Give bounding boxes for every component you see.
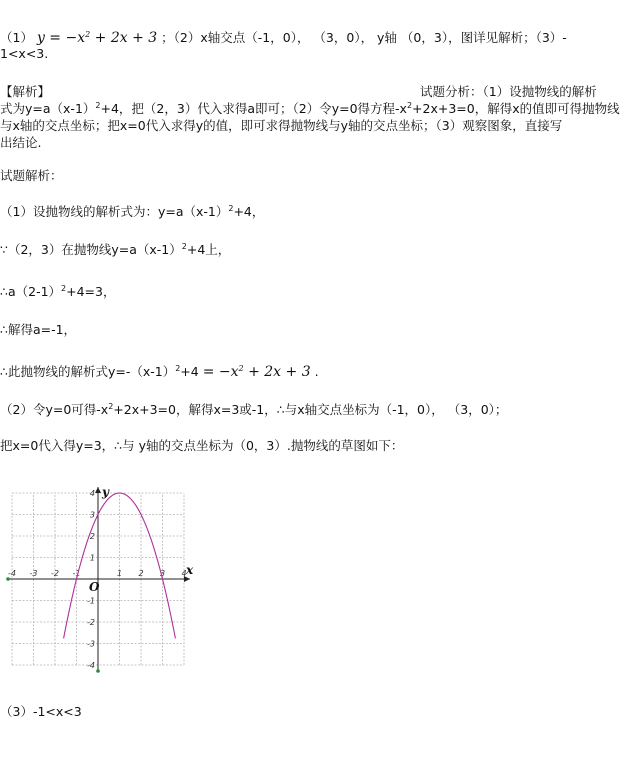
solution-step-5-expression: = $-x^2 + 2x + 3$ xyxy=(202,364,311,380)
solution-step-4: ∴解得a=-1， xyxy=(0,322,77,337)
analysis-line-1: 式为$y=a(x-1)^2+4$，把（2，3）代入求得a即可；（2）令y=0得方程$-x^2+2x+3=0$，解得x的值即可得抛物线 xyxy=(0,101,620,116)
x-tick-label: 2 xyxy=(138,569,144,578)
y-axis-label: y xyxy=(102,485,109,499)
solution-step-5-prefix: ∴此抛物线的解析式y=-（x-1） xyxy=(0,364,176,379)
solution-heading: 试题解析： xyxy=(0,168,63,183)
y-axis-end-dot xyxy=(96,669,100,673)
solution-step-5-mid: +4 xyxy=(180,364,199,379)
y-tick-label: 4 xyxy=(89,489,95,498)
y-tick-label: 3 xyxy=(89,510,95,520)
answer-part2: ；（2）x轴交点（-1，0）， （3，0）， y轴 （0，3），图详见解析；（3）- xyxy=(161,30,567,45)
y-tick-label: -4 xyxy=(87,661,95,670)
x-tick-label: -2 xyxy=(51,569,59,578)
y-tick-label: -2 xyxy=(87,618,95,627)
solution-step-7: 把x=0代入得y=3，∴与 y轴的交点坐标为（0，3）.抛物线的草图如下： xyxy=(0,438,404,453)
analysis-title: 试题分析：（1）设抛物线的解析 xyxy=(420,84,597,99)
origin-label: O xyxy=(89,580,100,594)
solution-step-1: （1）设抛物线的解析式为：$y=a(x-1)^2+4$， xyxy=(0,204,265,219)
solution-step-5 xyxy=(0,362,319,380)
x-tick-label: -1 xyxy=(72,569,81,578)
y-tick-label: -3 xyxy=(87,639,95,649)
x-tick-label: 4 xyxy=(181,569,187,578)
answer-part1-label: （1） xyxy=(0,30,33,45)
analysis-line-3: 出结论. xyxy=(0,135,42,150)
solution-step-5-sup: 2 xyxy=(175,364,181,373)
answer-line-1 xyxy=(0,28,567,46)
solution-step-2: ∵（2，3）在抛物线$y=a(x-1)^2+4$上， xyxy=(0,242,231,257)
analysis-line-2: 与x轴的交点坐标；把x=0代入求得y的值，即可求得抛物线与y轴的交点坐标；（3）观察图象，直接写 xyxy=(0,118,563,133)
x-axis-label: x xyxy=(186,563,194,577)
y-tick-label: 2 xyxy=(89,532,95,541)
x-tick-label: -4 xyxy=(8,569,16,578)
solution-step-5-end: . xyxy=(310,364,319,379)
analysis-heading: 【解析】 xyxy=(0,84,51,99)
x-tick-label: 3 xyxy=(159,569,166,578)
x-tick-label: -3 xyxy=(29,569,38,578)
solution-step-8: （3）-1<x<3 xyxy=(0,704,82,719)
y-tick-label: 1 xyxy=(89,553,95,563)
parabola-graph xyxy=(0,478,210,678)
y-tick-label: -1 xyxy=(87,596,95,606)
y-axis-arrow xyxy=(95,487,101,493)
answer-part3: 1<x<3. xyxy=(0,46,49,61)
solution-step-3: $\therefore a(2-1)^2+4=3$， xyxy=(0,284,116,299)
answer-expression: $y = -x^2 + 2x + 3$ xyxy=(36,30,158,46)
solution-step-6: （2）令y=0可得$-x^2+2x+3=0$，解得x=3或-1，∴与x轴交点坐标为（-1，0）， （3，0）； xyxy=(0,402,508,417)
x-tick-label: 1 xyxy=(116,569,123,578)
